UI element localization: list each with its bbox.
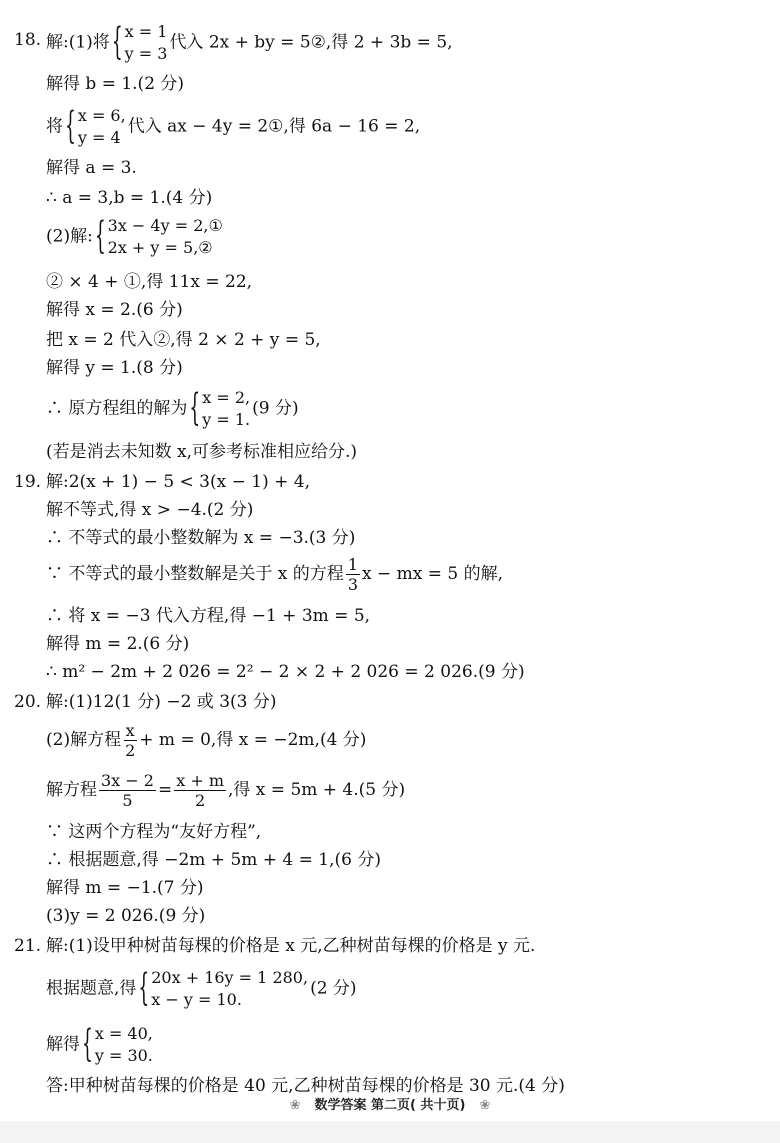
answer-line: ② × 4 + ①,得 11x = 22, — [46, 272, 253, 292]
text: (2)解方程 — [46, 730, 122, 750]
answer-line: 解:(1)设甲种树苗每棵的价格是 x 元,乙种树苗每棵的价格是 y 元. — [46, 936, 536, 956]
answer-line: ∴ m² − 2m + 2 026 = 2² − 2 × 2 + 2 026 = 2 026.(9 分) — [46, 662, 525, 682]
system-row: 3x − 4y = 2,① — [107, 216, 223, 235]
problem-number: 20. — [14, 692, 42, 712]
system-row: x = 6, — [77, 106, 126, 125]
text: 解:(1)将 — [46, 32, 110, 53]
flower-ornament-icon: ❀ — [289, 1098, 301, 1113]
system-row: y = 30. — [94, 1046, 153, 1065]
system-row: 2x + y = 5,② — [107, 238, 213, 257]
answer-line: 解不等式,得 x > −4.(2 分) — [46, 500, 254, 520]
answer-line: 解得 x = 2.(6 分) — [46, 300, 183, 320]
answer-line — [46, 104, 420, 150]
answer-line — [46, 214, 225, 260]
equation-system: { x = 2, y = 1. — [189, 387, 251, 431]
system-row: x = 2, — [202, 388, 251, 407]
denominator: 5 — [122, 791, 133, 810]
answer-line: 解:(1)12(1 分) −2 或 3(3 分) — [46, 692, 277, 712]
text: 代入 ax − 4y = 2①,得 6a − 16 = 2, — [127, 116, 421, 137]
text: ,得 x = 5m + 4.(5 分) — [228, 780, 406, 800]
text: (2 分) — [310, 978, 357, 999]
answer-line: 解得 m = 2.(6 分) — [46, 634, 190, 654]
text: 解方程 — [46, 780, 97, 800]
answer-line — [46, 768, 405, 812]
answer-line: 答:甲种树苗每棵的价格是 40 元,乙种树苗每棵的价格是 30 元.(4 分) — [46, 1076, 565, 1096]
answer-line: ∴ 根据题意,得 −2m + 5m + 4 = 1,(6 分) — [46, 850, 382, 870]
system-row: y = 1. — [202, 410, 251, 429]
bottom-band — [0, 1121, 780, 1143]
equation-system: { x = 1 y = 3 — [111, 20, 168, 65]
answer-line: 解:2(x + 1) − 5 < 3(x − 1) + 4, — [46, 472, 310, 492]
text: + m = 0,得 x = −2m,(4 分) — [139, 730, 367, 750]
fraction — [99, 771, 156, 810]
denominator: 2 — [125, 741, 136, 760]
fraction — [123, 721, 137, 760]
system-row: x = 40, — [94, 1024, 153, 1043]
answer-line — [46, 718, 366, 762]
fraction — [174, 771, 226, 810]
text: 将 — [46, 116, 63, 137]
numerator: 1 — [347, 555, 358, 574]
answer-line: (3)y = 2 026.(9 分) — [46, 906, 206, 926]
text: 解得 — [46, 1034, 80, 1055]
system-row: x = 1 — [124, 22, 168, 41]
equation-system: { 3x − 4y = 2,① 2x + y = 5,② — [94, 215, 223, 259]
numerator: x + m — [176, 771, 224, 790]
answer-line: 解得 b = 1.(2 分) — [46, 74, 185, 94]
denominator: 2 — [195, 791, 206, 810]
footer-text: 数学答案 第二页( 共十页) — [314, 1098, 466, 1113]
answer-line: 解得 a = 3. — [46, 158, 137, 178]
answer-line: ∴ a = 3,b = 1.(4 分) — [46, 188, 213, 208]
problem-number: 21. — [14, 936, 42, 956]
fraction — [346, 555, 360, 594]
problem-number: 18. — [14, 30, 42, 50]
system-row: y = 4 — [77, 128, 121, 147]
numerator: x — [125, 721, 135, 740]
text: 根据题意,得 — [46, 978, 137, 999]
text: (2)解: — [46, 226, 93, 247]
system-row: y = 3 — [124, 44, 168, 63]
equation-system: { x = 40, y = 30. — [82, 1023, 153, 1067]
problem-number: 19. — [14, 472, 42, 492]
answer-line: ∴ 将 x = −3 代入方程,得 −1 + 3m = 5, — [46, 606, 371, 626]
equals-sign: = — [157, 780, 173, 800]
text: x − mx = 5 的解, — [362, 564, 504, 584]
equation-system: { x = 6, y = 4 — [65, 105, 126, 149]
text: ∴ 原方程组的解为 — [46, 398, 188, 419]
answer-line — [46, 1022, 155, 1068]
answer-line — [46, 20, 453, 66]
numerator: 3x − 2 — [101, 771, 154, 790]
answer-line: ∴ 不等式的最小整数解为 x = −3.(3 分) — [46, 528, 356, 548]
denominator: 3 — [347, 575, 358, 594]
answer-line: 解得 m = −1.(7 分) — [46, 878, 204, 898]
system-row: 20x + 16y = 1 280, — [151, 968, 309, 987]
answer-line — [46, 386, 299, 432]
system-row: x − y = 10. — [151, 990, 242, 1009]
flower-ornament-icon: ❀ — [479, 1098, 491, 1113]
text: (9 分) — [252, 398, 299, 419]
answer-line: 解得 y = 1.(8 分) — [46, 358, 183, 378]
text: ∵ 不等式的最小整数解是关于 x 的方程 — [46, 564, 344, 584]
text: 代入 2x + by = 5②,得 2 + 3b = 5, — [169, 32, 453, 53]
answer-line: (若是消去未知数 x,可参考标准相应给分.) — [46, 442, 358, 462]
answer-line — [46, 552, 503, 596]
equation-system: { 20x + 16y = 1 280, x − y = 10. — [138, 967, 309, 1011]
page-footer — [0, 1094, 780, 1113]
answer-line: ∵ 这两个方程为“友好方程”, — [46, 822, 262, 842]
answer-line: 把 x = 2 代入②,得 2 × 2 + y = 5, — [46, 330, 321, 350]
